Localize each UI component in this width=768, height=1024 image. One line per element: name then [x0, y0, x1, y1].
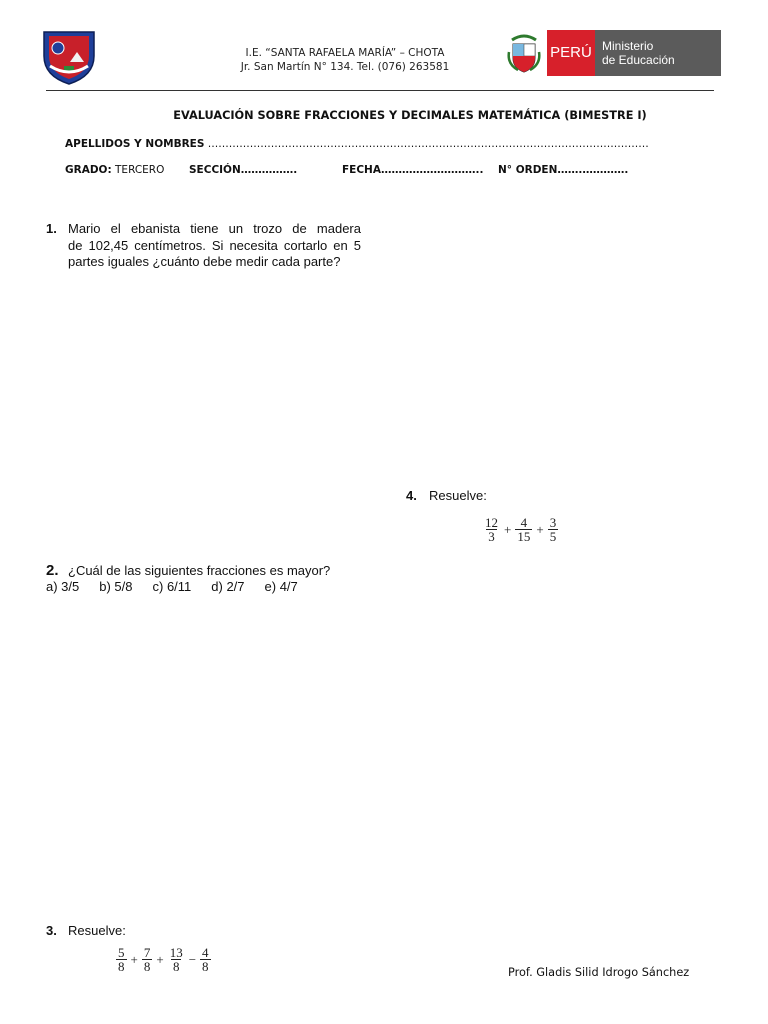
- teacher-name: Prof. Gladis Silid Idrogo Sánchez: [508, 966, 690, 979]
- grade-value: TERCERO: [115, 164, 165, 176]
- answer-option: a) 3/5: [46, 579, 80, 594]
- ministry-line-2: de Educación: [602, 53, 675, 67]
- question-3-number: 3.: [46, 923, 57, 938]
- fraction-numerator: 5: [118, 945, 125, 960]
- grade-field: [65, 164, 164, 176]
- peru-coat-of-arms-icon: [506, 32, 542, 74]
- question-4-text: Resuelve:: [429, 488, 487, 503]
- fraction-numerator: 3: [549, 515, 557, 530]
- fraction-denominator: 8: [202, 959, 209, 974]
- fraction: [548, 516, 559, 543]
- fraction-numerator: 4: [202, 945, 209, 960]
- country-label: PERÚ: [547, 30, 595, 76]
- fraction-numerator: 13: [169, 945, 183, 960]
- math-operator: +: [156, 951, 164, 967]
- question-2-number: 2.: [46, 562, 59, 579]
- ministry-line-1: Ministerio: [602, 39, 654, 53]
- math-operator: +: [536, 521, 544, 537]
- school-info: [200, 46, 490, 74]
- fraction-denominator: 15: [517, 529, 531, 544]
- grade-label: GRADO:: [65, 164, 112, 176]
- ministry-name: [595, 30, 721, 76]
- question-1-line: partes iguales ¿cuánto debe medir cada parte?: [68, 254, 341, 269]
- question-2-text: ¿Cuál de las siguientes fracciones es mayor?: [68, 563, 331, 578]
- fraction-numerator: 4: [520, 515, 528, 530]
- question-4-expression: [482, 516, 559, 543]
- fraction: [168, 946, 185, 973]
- answer-option: b) 5/8: [99, 579, 133, 594]
- fraction: [515, 516, 532, 543]
- fraction-denominator: 8: [118, 959, 125, 974]
- section-field: SECCIÓN…………….: [189, 164, 298, 176]
- math-operator: +: [130, 951, 138, 967]
- fraction: [200, 946, 211, 973]
- fraction: [142, 946, 153, 973]
- date-field: FECHA………………………..: [342, 164, 484, 176]
- question-3-text: Resuelve:: [68, 923, 126, 938]
- question-1-line: Mario el ebanista tiene un trozo de madera: [68, 221, 361, 236]
- answer-option: c) 6/11: [152, 579, 192, 594]
- fraction: [116, 946, 127, 973]
- fraction-denominator: 5: [549, 529, 557, 544]
- question-1-text: [68, 221, 361, 271]
- math-operator: −: [188, 951, 197, 967]
- order-field: N° ORDEN…….………….: [498, 164, 629, 176]
- question-1-number: 1.: [46, 221, 57, 236]
- school-address: Jr. San Martín N° 134. Tel. (076) 263581: [240, 61, 450, 73]
- question-3-expression: [115, 946, 212, 973]
- header-divider: [46, 90, 714, 91]
- fraction-denominator: 3: [488, 529, 495, 544]
- question-1-line: de 102,45 centímetros. Si necesita cortarlo en 5: [68, 237, 361, 253]
- names-dots: ………………………………………………………………………………………………………………: [207, 138, 649, 150]
- question-2-options: [46, 579, 318, 594]
- names-label: APELLIDOS Y NOMBRES: [65, 138, 205, 150]
- fraction-denominator: 8: [172, 959, 180, 974]
- answer-option: e) 4/7: [264, 579, 298, 594]
- school-name: I.E. “SANTA RAFAELA MARÍA” – CHOTA: [245, 47, 445, 59]
- school-shield-icon: [40, 26, 98, 86]
- fraction-denominator: 8: [143, 959, 151, 974]
- fraction: [483, 516, 500, 543]
- student-name-field: [65, 138, 649, 150]
- math-operator: +: [504, 521, 512, 537]
- question-4-number: 4.: [406, 488, 417, 503]
- ministry-logo: [547, 30, 721, 76]
- fraction-numerator: 7: [143, 945, 151, 960]
- answer-option: d) 2/7: [211, 579, 245, 594]
- fraction-numerator: 12: [485, 515, 498, 530]
- exam-title: EVALUACIÓN SOBRE FRACCIONES Y DECIMALES MATEMÁTICA (BIMESTRE I): [173, 109, 647, 122]
